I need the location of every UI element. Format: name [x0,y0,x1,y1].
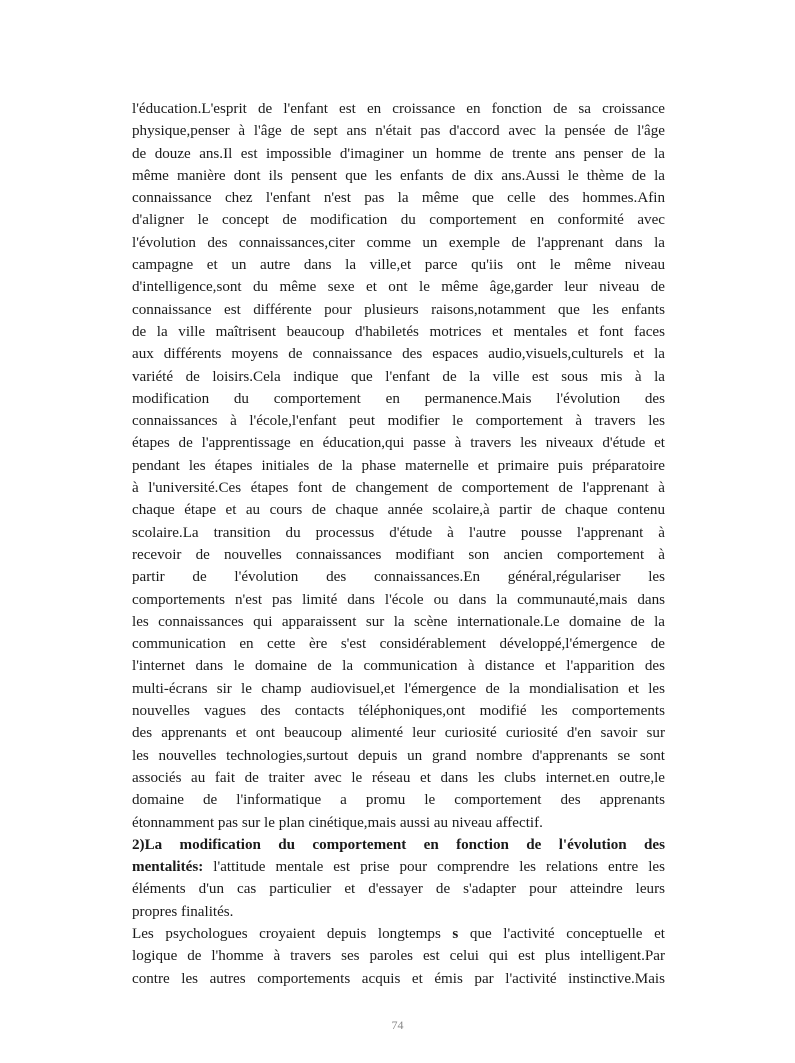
page-body [132,98,665,990]
text-line: chaque étape et au cours de chaque année scolaire,à partir de chaque contenu [132,502,665,519]
section-heading [132,834,665,856]
text-line: physique,penser à l'âge de sept ans n'était pas d'accord avec la pensée de l'âge [132,123,665,140]
text-line: propres finalités. [132,903,234,920]
text-line: scolaire.La transition du processus d'étude à l'autre pousse l'apprenant à [132,524,665,541]
text-span: Les psychologues croyaient depuis longtemps [132,925,453,942]
text-line: de la ville maîtrisent beaucoup d'habiletés motrices et mentales et font faces [132,323,665,340]
text-line [132,923,665,945]
text-line: modification du comportement en permanence.Mais l'évolution des [132,390,665,407]
text-line: connaissance chez l'enfant n'est pas la même que celle des hommes.Afin [132,190,665,207]
text-line: variété de loisirs.Cela indique que l'enfant de la ville est sous mis à la [132,368,665,385]
section-2 [132,834,665,923]
page-number: 74 [391,1018,404,1032]
paragraph-3 [132,923,665,990]
section-heading-continuation: mentalités: [132,859,204,876]
text-line: de douze ans.Il est impossible d'imaginer un homme de trente ans penser de la [132,145,665,162]
text-line: d'intelligence,sont du même sexe et ont le même âge,garder leur niveau de [132,279,665,296]
text-span: l'attitude mentale est prise pour comprendre les relations entre les [203,859,665,876]
text-line: aux différents moyens de connaissance des espaces audio,visuels,culturels et la [132,346,665,363]
text-line: l'éducation.L'esprit de l'enfant est en croissance en fonction de sa croissance [132,101,665,117]
text-line: éléments d'un cas particulier et d'essayer de s'adapter pour atteindre leurs [132,881,665,898]
text-line: connaissance est différente pour plusieurs raisons,notamment que les enfants [132,301,665,318]
text-line: l'internet dans le domaine de la communication à distance et l'apparition des [132,658,665,675]
text-line: comportements n'est pas limité dans l'école ou dans la communauté,mais dans [132,591,665,608]
bold-letter: s [452,925,459,942]
text-line: connaissances à l'école,l'enfant peut modifier le comportement à travers les [132,413,665,430]
text-line: communication en cette ère s'est considérablement développé,l'émergence de [132,636,665,653]
text-line: recevoir de nouvelles connaissances modifiant son ancien comportement à [132,546,665,563]
text-line: logique de l'homme à travers ses paroles est celui qui est plus intelligent.Par [132,948,665,965]
text-line: des apprenants et ont beaucoup alimenté leur curiosité curiosité d'en savoir sur [132,725,665,742]
text-line [132,856,665,878]
text-line: contre les autres comportements acquis et émis par l'activité instinctive.Mais [132,970,665,987]
text-line: campagne et un autre dans la ville,et parce qu'iis ont le même niveau [132,257,665,274]
section-heading-text: 2)La modification du comportement en fonction de l'évolution des [132,836,665,853]
text-line: l'évolution des connaissances,citer comme un exemple de l'apprenant dans la [132,234,665,251]
text-span: que l'activité conceptuelle et [458,925,665,942]
text-line: partir de l'évolution des connaissances.En général,régulariser les [132,569,665,586]
text-line: nouvelles vagues des contacts téléphoniques,ont modifié les comportements [132,703,665,720]
text-line: à l'université.Ces étapes font de changement de comportement de l'apprenant à [132,480,665,497]
text-line: pendant les étapes initiales de la phase maternelle et primaire puis préparatoire [132,457,665,474]
paragraph-1 [132,98,665,834]
text-line: d'aligner le concept de modification du comportement en conformité avec [132,212,665,229]
text-line: étonnamment pas sur le plan cinétique,mais aussi au niveau affectif. [132,814,543,831]
text-line: domaine de l'informatique a promu le comportement des apprenants [132,792,665,809]
text-line: les nouvelles technologies,surtout depuis un grand nombre d'apprenants se sont [132,747,665,764]
text-line: associés au fait de traiter avec le réseau et dans les clubs internet.en outre,le [132,769,665,786]
text-line: multi-écrans sir le champ audiovisuel,et l'émergence de la mondialisation et les [132,680,665,697]
text-line: les connaissances qui apparaissent sur la scène internationale.Le domaine de la [132,613,665,630]
text-line: étapes de l'apprentissage en éducation,qui passe à travers les niveaux d'étude et [132,435,665,452]
text-line: même manière dont ils pensent que les enfants de dix ans.Aussi le thème de la [132,167,665,184]
